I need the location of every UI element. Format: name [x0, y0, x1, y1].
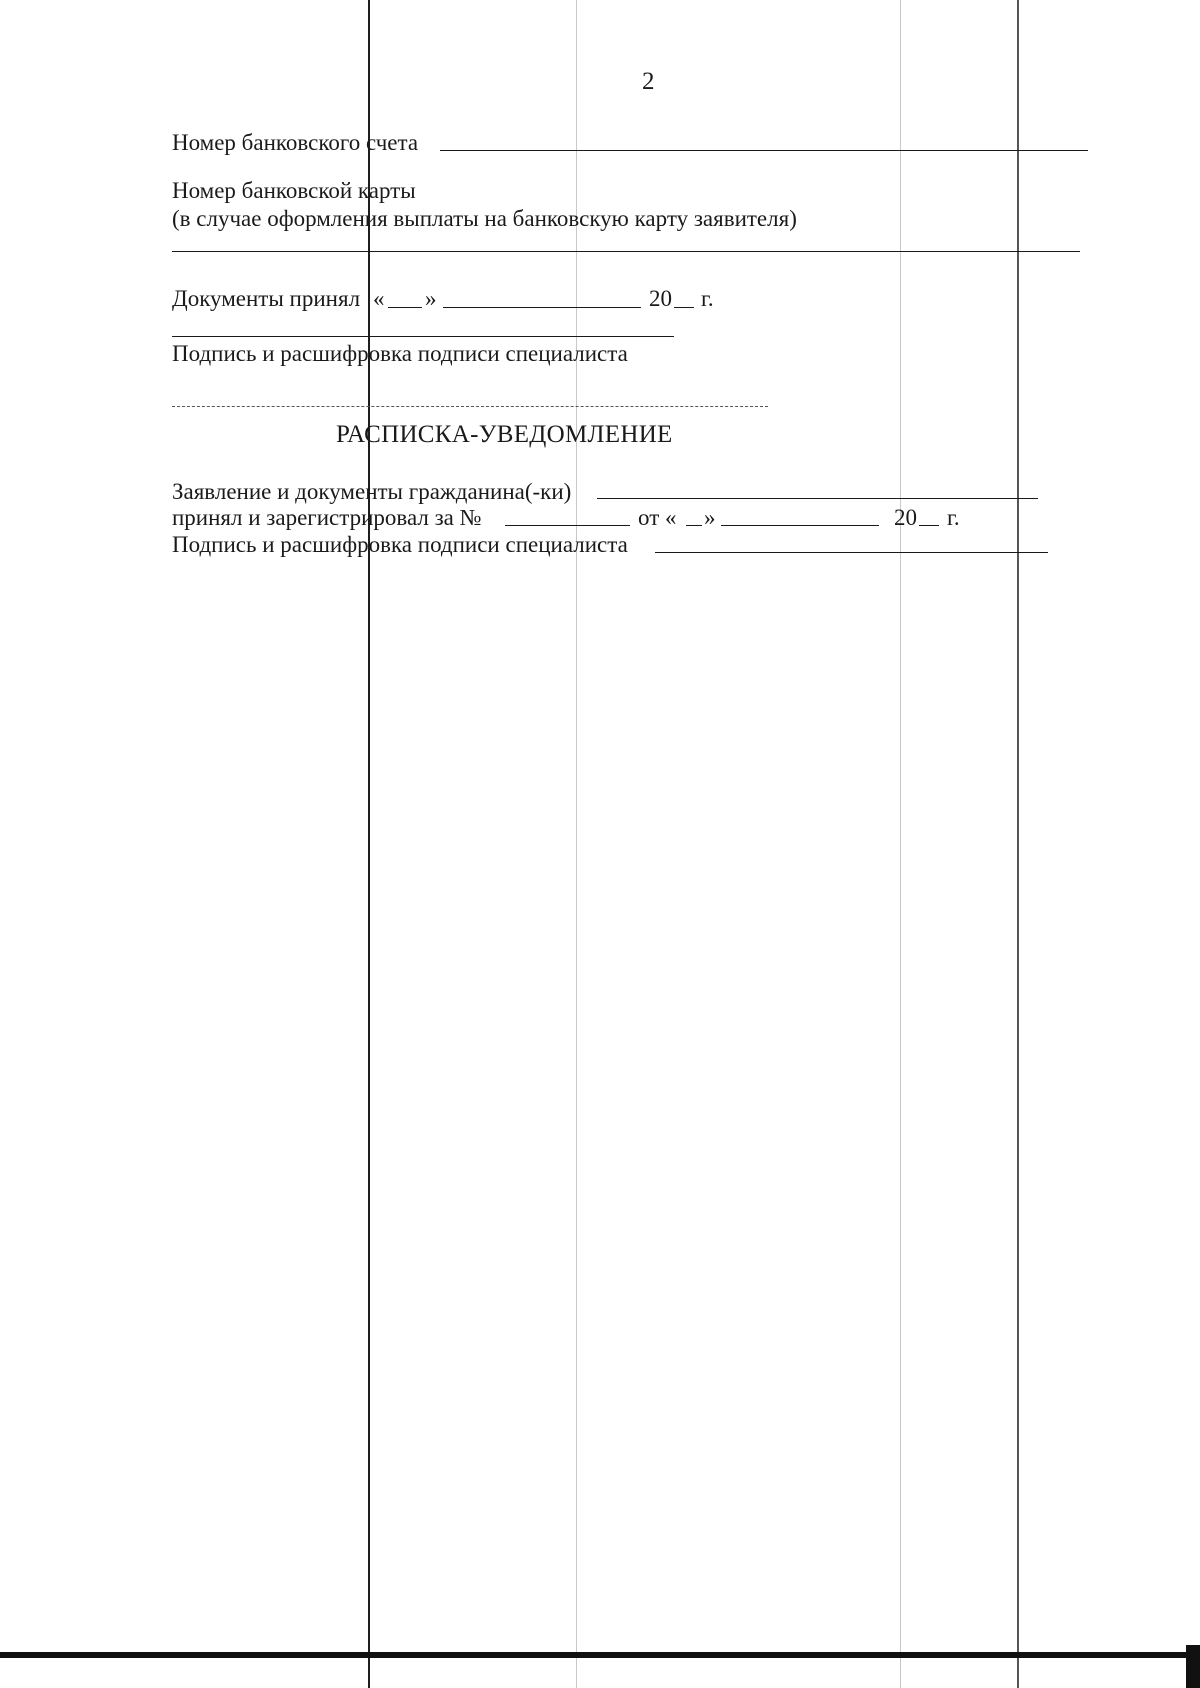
documents-accepted-label: Документы принял	[172, 286, 361, 311]
receipt-title: РАСПИСКА-УВЕДОМЛЕНИЕ	[336, 421, 673, 448]
signature-caption: Подпись и расшифровка подписи специалиста	[172, 341, 628, 366]
registration-year-line	[919, 525, 939, 526]
year-line	[674, 307, 694, 308]
cut-line	[172, 406, 768, 407]
scan-artifact-line	[368, 0, 370, 1688]
month-line	[443, 307, 641, 308]
signature-line	[172, 336, 674, 337]
registration-date-close: »	[704, 505, 716, 530]
bank-card-note: (в случае оформления выплаты на банковскую карту заявителя)	[172, 206, 797, 231]
date-close-quote: »	[425, 286, 437, 311]
date-open-quote: «	[373, 286, 385, 311]
bank-card-label: Номер банковской карты	[172, 178, 416, 203]
registered-label: принял и зарегистрировал за №	[172, 505, 482, 530]
registration-date-open: от «	[638, 505, 677, 530]
year-suffix: г.	[701, 286, 714, 311]
receipt-line-1: Заявление и документы гражданина(-ки)	[172, 479, 572, 504]
registration-day-line	[686, 525, 702, 526]
bank-card-line	[172, 251, 1080, 252]
scan-artifact-line	[1017, 0, 1019, 1688]
bank-account-line	[440, 150, 1088, 151]
scan-bottom-edge	[0, 1652, 1200, 1658]
scan-corner	[1186, 1645, 1200, 1688]
citizen-name-line	[597, 498, 1038, 499]
receipt-signature-line	[655, 552, 1048, 553]
year-prefix: 20	[649, 286, 672, 311]
registration-year-prefix: 20	[894, 505, 917, 530]
scan-artifact-line	[576, 0, 577, 1688]
registration-year-suffix: г.	[947, 505, 960, 530]
bank-account-label: Номер банковского счета	[172, 130, 419, 155]
page-number: 2	[642, 68, 655, 95]
day-line	[388, 307, 422, 308]
receipt-signature-label: Подпись и расшифровка подписи специалиста	[172, 532, 628, 557]
registration-month-line	[721, 525, 879, 526]
scan-artifact-line	[900, 0, 901, 1688]
registration-number-line	[505, 525, 630, 526]
